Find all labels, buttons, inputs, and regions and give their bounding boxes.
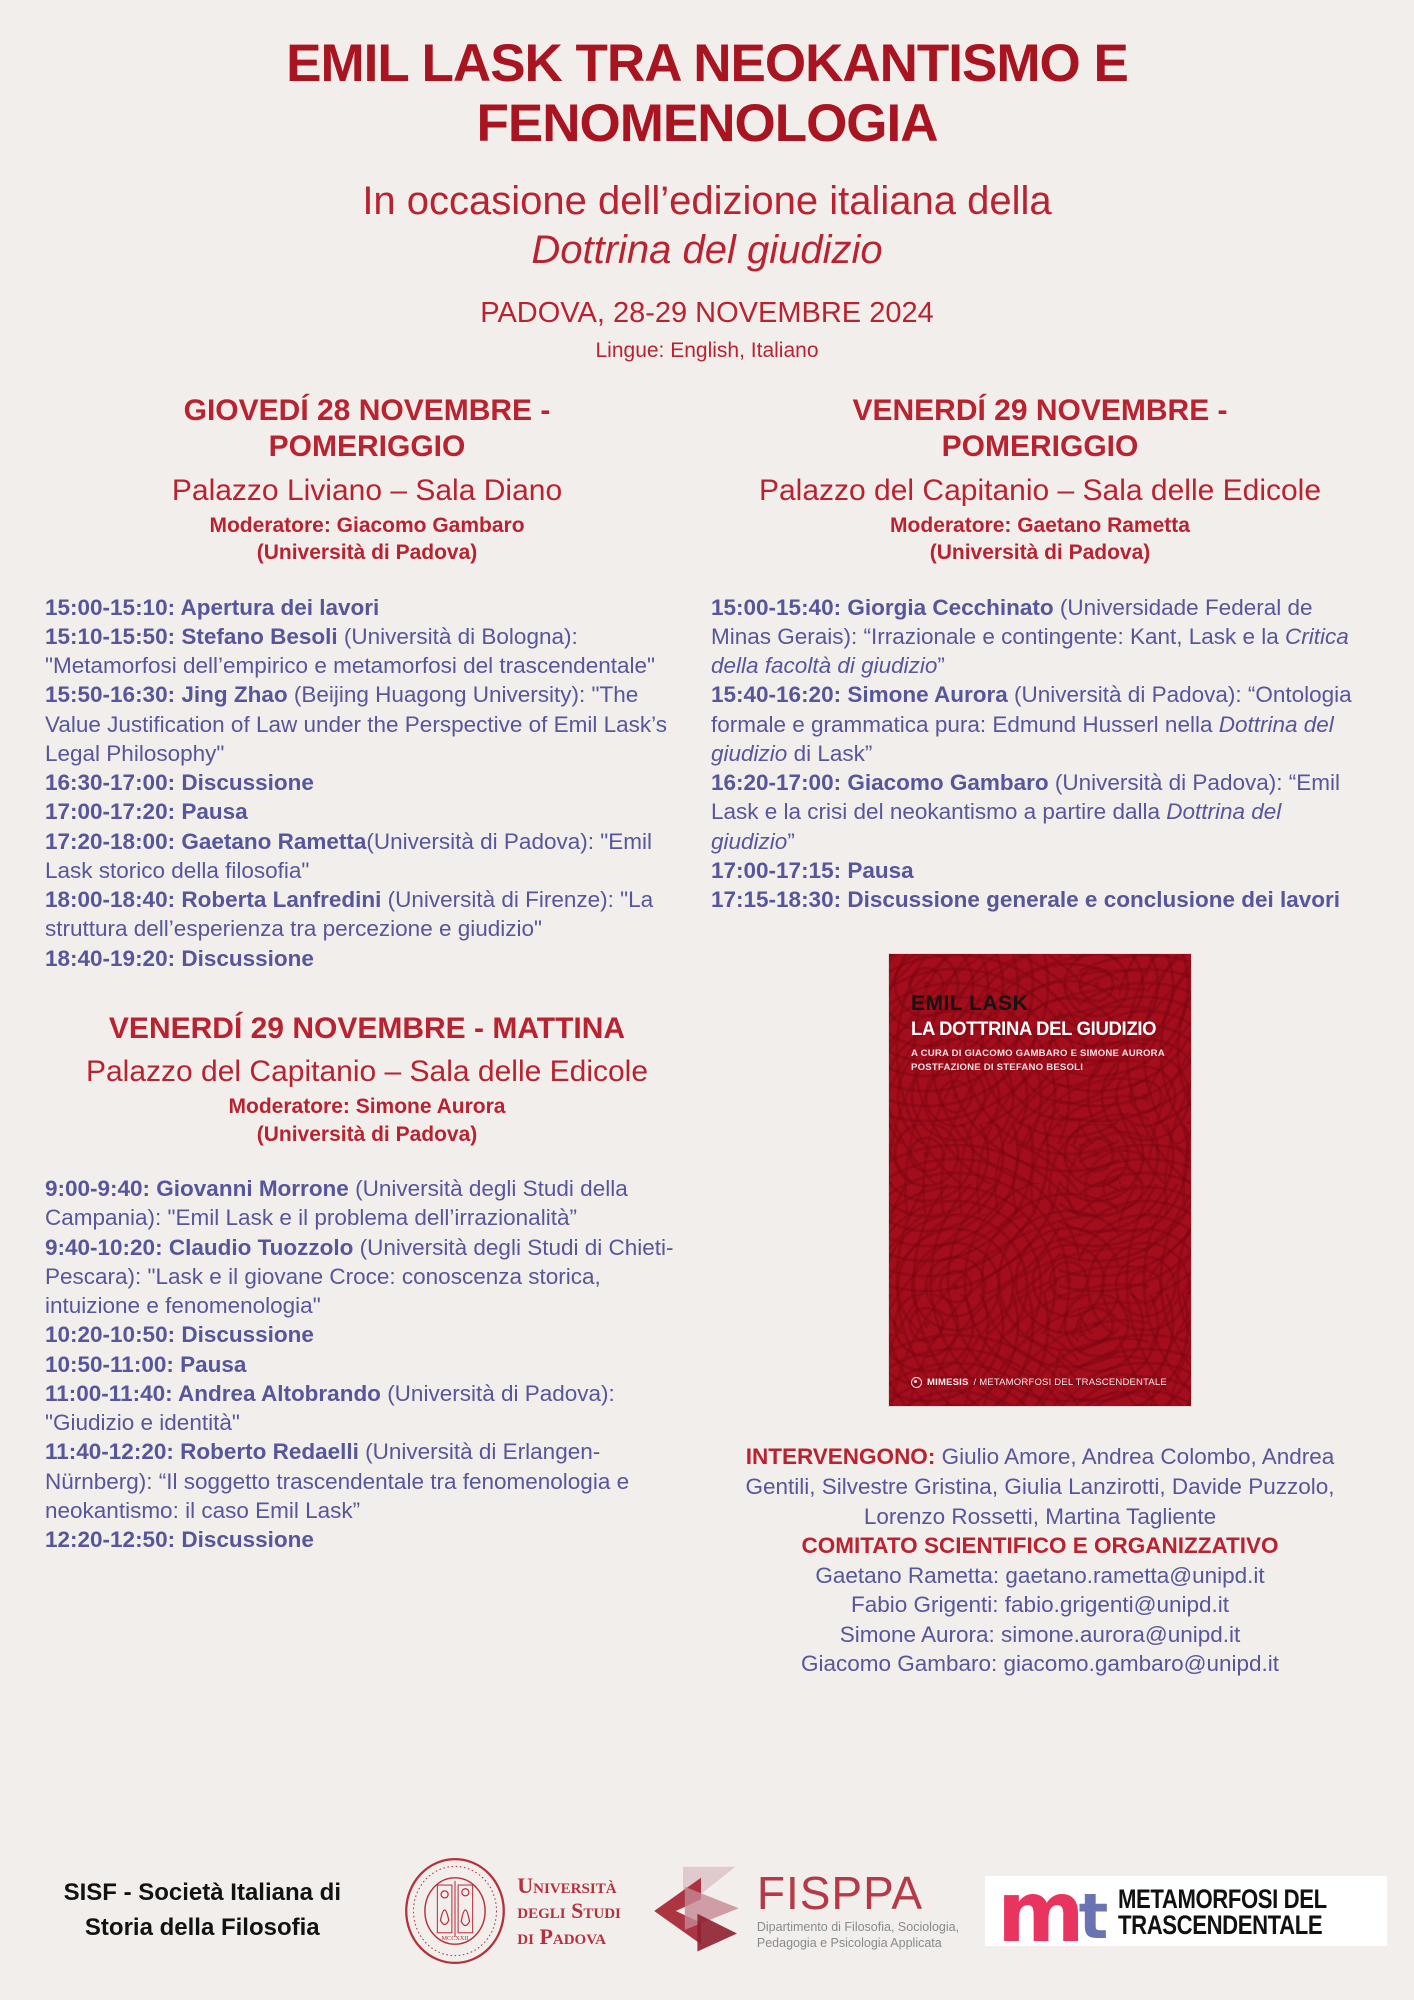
committee-contacts — [711, 1561, 1369, 1678]
session-moderator: Moderatore: Giacomo Gambaro — [209, 514, 525, 537]
schedule-entry: 10:20-10:50: Discussione — [45, 1322, 314, 1348]
poster-subtitle-book-title: Dottrina del giudizio — [531, 227, 883, 272]
program-column-right — [711, 393, 1369, 1678]
schedule-entry: 9:40-10:20: Claudio Tuozzolo (Università degli Studi di Chieti-Pescara): "Lask e il giovane Croce: conoscenza storica, intuizione e fenomenologia" — [45, 1234, 674, 1319]
session-moderator-affiliation: (Università di Padova) — [929, 541, 1151, 565]
schedule-entry: 16:30-17:00: Discussione — [45, 770, 314, 796]
contact-line: Giacomo Gambaro: giacomo.gambaro@unipd.it — [800, 1650, 1280, 1676]
schedule-entry: 17:00-17:15: Pausa — [711, 857, 914, 883]
poster-title: EMIL LASK TRA NEOKANTISMO E FENOMENOLOGIA — [286, 34, 1128, 154]
participants-block — [711, 1442, 1369, 1678]
schedule-entry: 15:40-16:20: Simone Aurora (Università di Padova): “Ontologia formale e grammatica pura: Edmund Husserl nella Dottrina del giudizio di Lask” — [711, 682, 1352, 766]
fisppa-wordmark — [756, 1867, 960, 1951]
metamorfosi-line1: METAMORFOSI DEL — [1118, 1883, 1327, 1914]
schedule-entry: 12:20-12:50: Discussione — [45, 1527, 314, 1553]
fisppa-dept-line2: Pedagogia e Psicologia Applicata — [756, 1936, 942, 1950]
session-schedule — [711, 593, 1369, 915]
unipd-line1: Università — [517, 1873, 617, 1899]
session-header — [711, 393, 1369, 567]
session-friday-afternoon — [711, 393, 1369, 915]
schedule-entry: 10:50-11:00: Pausa — [45, 1351, 247, 1377]
session-thursday-afternoon — [45, 393, 689, 973]
schedule-entry: 16:20-17:00: Giacomo Gambaro (Università di Padova): “Emil Lask e la crisi del neokantismo a partire dalla Dottrina del giudizio” — [711, 770, 1340, 854]
session-friday-morning — [45, 1011, 689, 1554]
session-venue: Palazzo Liviano – Sala Diano — [171, 474, 563, 507]
schedule-entry: 18:40-19:20: Discussione — [45, 945, 314, 971]
book-editors: A CURA DI GIACOMO GAMBARO E SIMONE AURORA — [911, 1048, 1165, 1060]
session-day-title: GIOVEDÍ 28 NOVEMBRE - POMERIGGIO — [183, 393, 551, 464]
unipd-logo — [403, 1856, 621, 1966]
book-publisher-series: / METAMORFOSI DEL TRASCENDENTALE — [973, 1377, 1167, 1389]
session-venue: Palazzo del Capitanio – Sala delle Edicole — [758, 474, 1322, 507]
book-cover-image — [889, 954, 1191, 1406]
fisppa-name: FISPPA — [756, 1867, 924, 1920]
participants-names: Giulio Amore, Andrea Colombo, Andrea Gentili, Silvestre Gristina, Giulia Lanzirotti, Davide Puzzolo, Lorenzo Rossetti, Martina Tagliente — [745, 1444, 1335, 1529]
contact-line: Gaetano Rametta: gaetano.rametta@unipd.it — [815, 1563, 1265, 1589]
program-column-left — [45, 393, 689, 1554]
book-author: EMIL LASK — [911, 992, 1029, 1016]
metamorfosi-wordmark — [1118, 1883, 1327, 1940]
schedule-entry: 17:15-18:30: Discussione generale e conclusione dei lavori — [711, 887, 1341, 913]
book-title: LA DOTTRINA DEL GIUDIZIO — [911, 1019, 1157, 1041]
metamorfosi-logo — [985, 1863, 1387, 1962]
contact-line: Fabio Grigenti: fabio.grigenti@unipd.it — [850, 1592, 1230, 1618]
committee-label: COMITATO SCIENTIFICO E ORGANIZZATIVO — [801, 1533, 1279, 1559]
session-moderator: Moderatore: Gaetano Rametta — [890, 514, 1190, 537]
session-venue: Palazzo del Capitanio – Sala delle Edicole — [85, 1055, 649, 1089]
fisppa-dept-line1: Dipartimento di Filosofia, Sociologia, — [756, 1920, 960, 1935]
session-moderator-affiliation: (Università di Padova) — [256, 541, 478, 565]
book-publisher-line — [911, 1377, 1167, 1388]
schedule-entry: 15:10-15:50: Stefano Besoli (Università di Bologna): "Metamorfosi dell’empirico e metamorfosi del trascendentale" — [45, 623, 655, 679]
schedule-entry: 15:50-16:30: Jing Zhao (Beijing Huagong University): "The Value Justification of Law under the Perspective of Emil Lask’s Legal Philosophy" — [45, 682, 667, 766]
schedule-entry: 15:00-15:10: Apertura dei lavori — [45, 594, 380, 620]
mt-logo-m: m — [997, 1863, 1081, 1962]
contact-line: Simone Aurora: simone.aurora@unipd.it — [839, 1621, 1241, 1647]
event-location-date: PADOVA, 28-29 NOVEMBRE 2024 — [480, 296, 934, 329]
fisppa-logo-icon — [647, 1859, 755, 1963]
session-header — [45, 393, 689, 567]
session-schedule — [45, 593, 689, 973]
schedule-entry: 11:40-12:20: Roberto Redaelli (Università di Erlangen-Nürnberg): “Il soggetto trascendentale tra fenomenologia e neokantismo: il caso Emil Lask” — [45, 1439, 630, 1523]
program-columns — [0, 363, 1414, 1678]
fisppa-department — [757, 1920, 959, 1951]
poster-header — [0, 0, 1414, 363]
schedule-entry: 9:00-9:40: Giovanni Morrone (Università degli Studi della Campania): "Emil Lask e il problema dell’irrazionalità” — [45, 1176, 628, 1231]
schedule-entry: 15:00-15:40: Giorgia Cecchinato (Universidade Federal de Minas Gerais): “Irrazionale e contingente: Kant, Lask e la Critica della facoltà di giudizio” — [711, 594, 1349, 679]
metamorfosi-line2: TRASCENDENTALE — [1118, 1910, 1323, 1940]
session-day-title: VENERDÍ 29 NOVEMBRE - POMERIGGIO — [852, 393, 1228, 464]
session-moderator-affiliation: (Università di Padova) — [256, 1122, 478, 1146]
book-afterword: POSTFAZIONE DI STEFANO BESOLI — [911, 1062, 1084, 1074]
unipd-seal-icon — [403, 1856, 507, 1966]
session-moderator: Moderatore: Simone Aurora — [228, 1095, 506, 1119]
book-publisher-name: MIMESIS — [927, 1377, 969, 1389]
unipd-line2: degli Studi — [517, 1898, 621, 1924]
session-header — [45, 1011, 689, 1148]
poster-subtitle-line1: In occasione dell’edizione italiana della — [362, 178, 1052, 223]
event-languages: Lingue: English, Italiano — [595, 338, 819, 362]
poster-footer — [0, 1836, 1414, 1986]
schedule-entry: 18:00-18:40: Roberta Lanfredini (Università di Firenze): "La struttura dell’esperienza tra percezione e giudizio" — [45, 887, 654, 942]
mt-logo-t: t — [1078, 1880, 1109, 1954]
schedule-entry: 11:00-11:40: Andrea Altobrando (Università di Padova): "Giudizio e identità" — [45, 1380, 615, 1436]
unipd-wordmark — [517, 1873, 621, 1949]
fisppa-logo — [647, 1859, 959, 1963]
schedule-entry: 17:20-18:00: Gaetano Rametta(Università di Padova): "Emil Lask storico della filosofia" — [45, 828, 652, 883]
svg-text:MCCXXII: MCCXXII — [441, 1935, 469, 1943]
book-cover-text — [911, 992, 1175, 1075]
participants-label: INTERVENGONO: — [745, 1444, 936, 1470]
sisf-label: SISF - Società Italiana di Storia della Filosofia — [63, 1879, 341, 1941]
session-day-title: VENERDÍ 29 NOVEMBRE - MATTINA — [108, 1011, 626, 1045]
mimesis-logo-icon — [911, 1377, 922, 1388]
unipd-line3: di Padova — [517, 1923, 606, 1949]
schedule-entry: 17:00-17:20: Pausa — [45, 799, 248, 825]
session-schedule — [45, 1174, 689, 1554]
